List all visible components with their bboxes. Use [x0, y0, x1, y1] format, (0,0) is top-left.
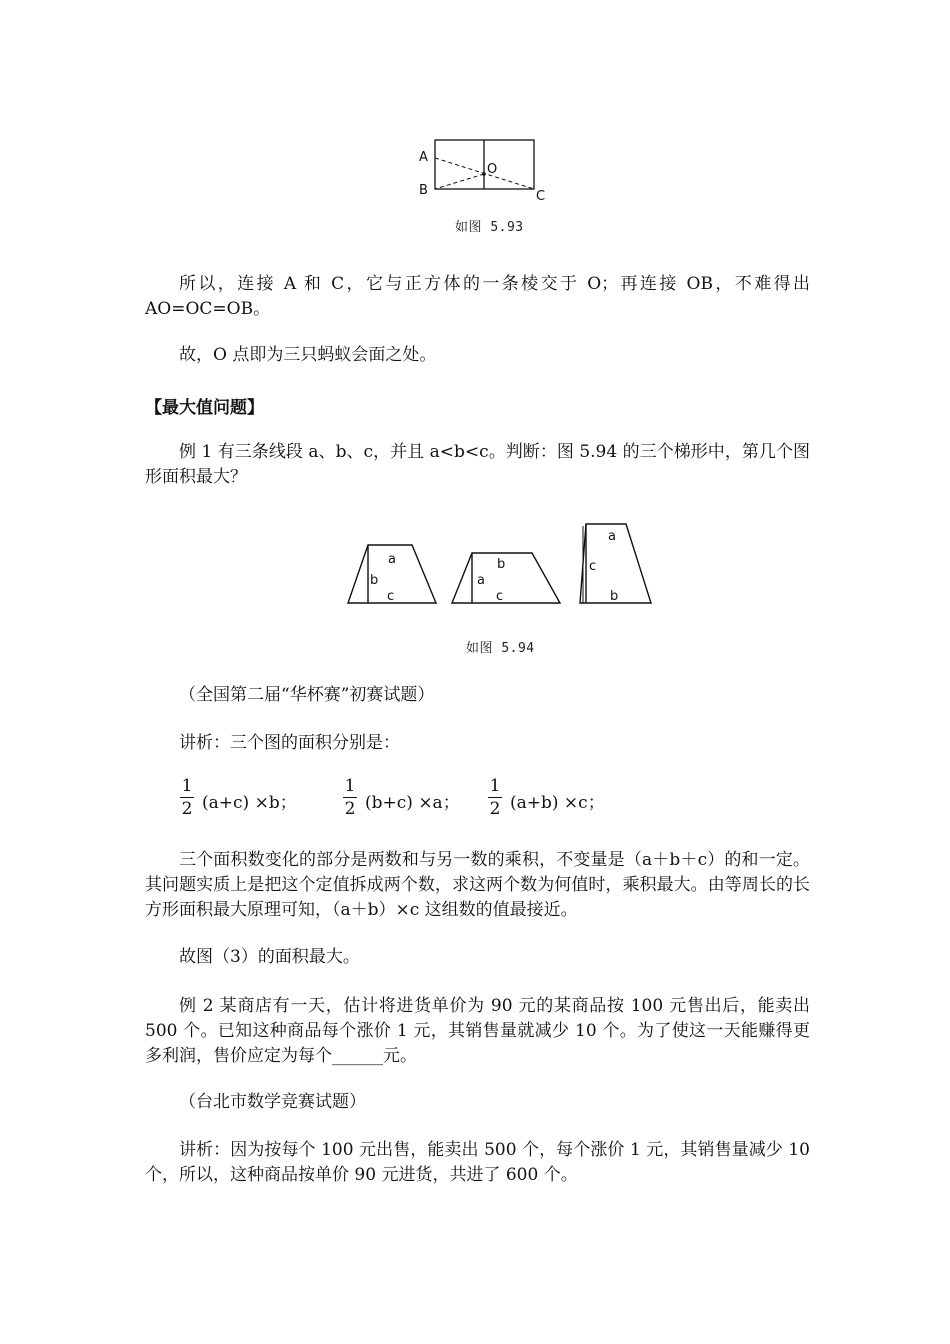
trapezoid-3-label-top: a: [608, 529, 616, 544]
trapezoid-3: [580, 524, 651, 604]
trapezoid-3-label-height: c: [589, 559, 597, 574]
figure-5-93-caption: 如图 5.93: [455, 220, 524, 235]
area-formulas: [180, 776, 700, 826]
trapezoid-2-label-bottom: c: [496, 589, 504, 604]
trapezoid-1-label-height: b: [370, 573, 379, 588]
fraction-1: 1 2: [181, 776, 193, 819]
trapezoid-3-label-bottom: b: [610, 589, 619, 604]
fraction-2: 1 2: [344, 776, 356, 819]
example-2-analysis: 讲析：因为按每个 100 元出售，能卖出 500 个，每个涨价 1 元，其销售量减少 10 个，所以，这种商品按单价 90 元进货，共进了 600 个。: [145, 1140, 810, 1185]
trapezoid-2-label-top: b: [497, 557, 506, 572]
figure-5-94: [340, 518, 660, 610]
example-1-text: 例 1 有三条线段 a、b、c，并且 a<b<c。判断：图 5.94 的三个梯形中，第几个图形面积最大？: [145, 442, 810, 487]
paragraph-meeting-point: 故，O 点即为三只蚂蚁会面之处。: [179, 345, 437, 365]
trapezoid-1-label-bottom: c: [387, 589, 395, 604]
example-1-analysis-body: 三个面积数变化的部分是两数和与另一数的乘积，不变量是（a＋b＋c）的和一定。其问题实质上是把这个定值拆成两个数，求这两个数为何值时，乘积最大。由等周长的长方形面积最大原理可知，（a＋b）×c 这组数的值最接近。: [145, 850, 810, 920]
label-a: A: [419, 150, 428, 165]
trapezoid-2-label-height: a: [477, 573, 485, 588]
line-o-b: [435, 174, 484, 189]
formula-term-1: (a+c) ×b；: [202, 793, 297, 813]
figure-5-93: [410, 135, 560, 205]
figure-5-94-caption: 如图 5.94: [466, 641, 535, 656]
label-b: B: [419, 183, 428, 198]
paragraph-connect-ac: 所以，连接 A 和 C，它与正方体的一条棱交于 O；再连接 OB，不难得出 AO=OC=OB。: [145, 274, 810, 319]
example-2-text: 例 2 某商店有一天，估计将进货单价为 90 元的某商品按 100 元售出后，能卖出 500 个。已知这种商品每个涨价 1 元，其销售量就减少 10 个。为了使这一天能赚得更多利润，售价应定为每个______元。: [145, 996, 810, 1066]
example-2-source: （台北市数学竞赛试题）: [179, 1092, 366, 1112]
trapezoid-1-label-top: a: [388, 552, 396, 567]
label-c: C: [536, 189, 546, 204]
trapezoid-1: [348, 545, 436, 604]
example-1-conclusion: 故图（3）的面积最大。: [179, 947, 360, 967]
section-heading: 【最大值问题】: [145, 398, 264, 418]
point-o: [482, 172, 486, 176]
trapezoid-2: [452, 553, 560, 604]
formula-term-3: (a+b) ×c；: [510, 793, 605, 813]
example-1-analysis-intro: 讲析：三个图的面积分别是：: [179, 733, 400, 753]
formula-term-2: (b+c) ×a；: [365, 793, 460, 813]
example-1-source: （全国第二届“华杯赛”初赛试题）: [179, 685, 435, 705]
fraction-3: 1 2: [489, 776, 501, 819]
label-o: O: [487, 162, 498, 177]
